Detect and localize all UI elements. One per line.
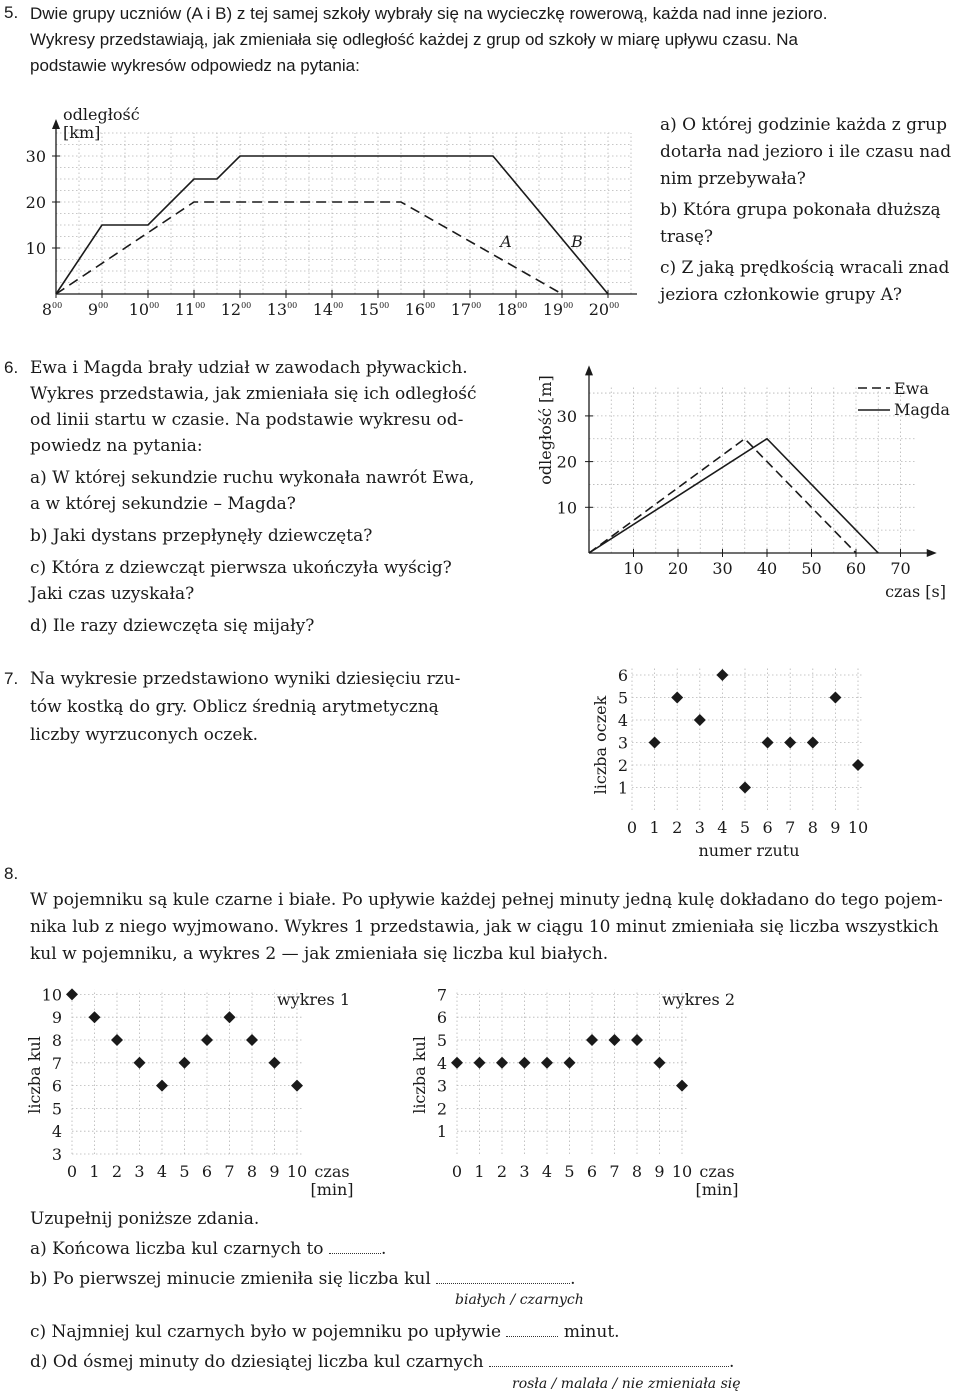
y-tick-label: 7 bbox=[51, 1053, 62, 1073]
x-tick-label: 2 bbox=[496, 1162, 508, 1181]
y-tick-label: 10 bbox=[25, 239, 46, 258]
x-tick-label bbox=[221, 300, 252, 319]
series-line-Magda bbox=[589, 439, 878, 553]
x-tick-label: 8 bbox=[631, 1162, 643, 1181]
problem-5-question-line-3: nim przebywała? bbox=[660, 169, 806, 189]
problem-8-number: 8. bbox=[4, 864, 19, 883]
x-tick-hour: 11 bbox=[174, 300, 196, 319]
x-tick-label bbox=[42, 300, 62, 319]
problem-6-text-line-6: a w której sekundzie – Magda? bbox=[30, 494, 296, 514]
series-label-B: B bbox=[571, 232, 583, 251]
x-tick-label: 6 bbox=[586, 1162, 598, 1181]
data-point bbox=[156, 1080, 168, 1092]
x-tick-label: 8 bbox=[246, 1162, 258, 1181]
problem-6-text-line-9: Jaki czas uzyskała? bbox=[30, 584, 195, 604]
x-tick-label bbox=[267, 300, 298, 319]
y-tick-label: 8 bbox=[51, 1031, 62, 1050]
distance-time-chart-trips bbox=[0, 92, 640, 332]
x-tick-minutes: 00 bbox=[379, 301, 390, 310]
y-axis-label: liczba oczek bbox=[591, 695, 610, 795]
x-tick-label bbox=[129, 300, 160, 319]
problem-8-prompt: Uzupełnij poniższe zdania. bbox=[30, 1209, 260, 1229]
sentence-a-text: a) Końcowa liczba kul czarnych to bbox=[30, 1239, 324, 1259]
x-tick-hour: 15 bbox=[358, 300, 380, 319]
series-label-A: A bbox=[500, 232, 512, 251]
x-tick-label: 10 bbox=[671, 1162, 693, 1181]
data-point bbox=[564, 1057, 576, 1069]
x-axis-unit: [min] bbox=[695, 1180, 739, 1199]
y-tick-label: 1 bbox=[436, 1122, 447, 1142]
y-axis-arrow bbox=[52, 119, 60, 129]
y-axis-unit: [km] bbox=[63, 123, 101, 142]
x-tick-label: 5 bbox=[739, 818, 751, 837]
problem-5-question-line-6: c) Z jaką prędkością wracali znad bbox=[660, 258, 950, 278]
data-point bbox=[246, 1034, 258, 1046]
problem-7-text-line-1: Na wykresie przedstawiono wyniki dziesięciu rzu- bbox=[30, 669, 461, 689]
data-point bbox=[224, 1011, 236, 1023]
x-tick-label: 9 bbox=[830, 818, 841, 837]
y-tick-label: 5 bbox=[436, 1031, 447, 1050]
data-point bbox=[541, 1057, 553, 1069]
answer-blank-b[interactable] bbox=[436, 1283, 570, 1284]
problem-8-sentence-d bbox=[30, 1349, 734, 1375]
x-tick-label bbox=[451, 300, 482, 319]
data-point bbox=[291, 1080, 303, 1092]
x-tick-minutes: 00 bbox=[195, 301, 206, 310]
x-tick-hour: 8 bbox=[41, 300, 52, 319]
problem-6-text-line-5: a) W której sekundzie ruchu wykonała nawrót Ewa, bbox=[30, 468, 475, 488]
data-point bbox=[716, 669, 728, 681]
x-tick-minutes: 00 bbox=[333, 301, 344, 310]
problem-6-text-line-3: od linii startu w czasie. Na podstawie wykresu od- bbox=[30, 410, 464, 430]
x-tick-label: 10 bbox=[286, 1162, 308, 1181]
x-tick-label: 70 bbox=[890, 559, 911, 578]
x-tick-minutes: 00 bbox=[98, 301, 109, 310]
sentence-b-period: . bbox=[570, 1269, 576, 1289]
x-tick-label: 8 bbox=[807, 818, 818, 837]
x-tick-minutes: 00 bbox=[609, 301, 620, 310]
y-tick-label: 5 bbox=[51, 1099, 62, 1119]
data-point bbox=[694, 714, 706, 726]
data-point bbox=[829, 692, 841, 704]
x-tick-hour: 14 bbox=[312, 300, 334, 319]
problem-8-sentence-c bbox=[30, 1319, 620, 1345]
problem-6-text-line-4: powiedz na pytania: bbox=[30, 436, 203, 456]
x-tick-label: 9 bbox=[654, 1162, 665, 1181]
x-tick-hour: 13 bbox=[266, 300, 288, 319]
y-axis-label: liczba kul bbox=[410, 1036, 429, 1114]
x-tick-label bbox=[359, 300, 390, 319]
answer-blank-a[interactable] bbox=[329, 1253, 381, 1254]
data-point bbox=[631, 1034, 643, 1046]
y-tick-label: 2 bbox=[617, 756, 628, 775]
problem-7-text-line-2: tów kostką do gry. Oblicz średnią arytmetyczną bbox=[30, 697, 439, 717]
data-point bbox=[201, 1034, 213, 1046]
x-axis-label: czas [s] bbox=[885, 582, 946, 601]
x-tick-label: 4 bbox=[156, 1162, 168, 1181]
x-tick-label: 3 bbox=[694, 818, 705, 837]
x-tick-label: 3 bbox=[519, 1162, 530, 1181]
answer-blank-d[interactable] bbox=[489, 1366, 729, 1367]
x-tick-label: 50 bbox=[801, 559, 822, 578]
data-point bbox=[111, 1034, 123, 1046]
x-tick-label: 2 bbox=[672, 818, 683, 837]
x-tick-hour: 16 bbox=[404, 300, 426, 319]
problem-6-number: 6. bbox=[4, 358, 19, 377]
x-tick-minutes: 00 bbox=[287, 301, 298, 310]
y-tick-label: 2 bbox=[436, 1099, 447, 1119]
problem-6-text-line-8: c) Która z dziewcząt pierwsza ukończyła wyścig? bbox=[30, 558, 452, 578]
chart-title: wykres 2 bbox=[661, 990, 735, 1009]
x-tick-label: 1 bbox=[649, 818, 660, 837]
x-tick-label: 30 bbox=[712, 559, 733, 578]
hint-d-options: rosła / malała / nie zmieniała się bbox=[512, 1376, 741, 1392]
y-tick-label: 3 bbox=[51, 1145, 62, 1164]
problem-5-intro-line-1: Dwie grupy uczniów (A i B) z tej samej szkoły wybrały się na wycieczkę rowerową, każda nad inne jezioro. bbox=[30, 4, 828, 23]
y-tick-label: 30 bbox=[25, 147, 46, 166]
data-point bbox=[649, 737, 661, 749]
sentence-d-period: . bbox=[729, 1352, 735, 1372]
x-tick-label: 40 bbox=[756, 559, 778, 578]
y-tick-label: 4 bbox=[617, 711, 628, 730]
x-tick-label bbox=[313, 300, 344, 319]
swimming-distance-chart bbox=[510, 360, 950, 620]
sentence-d-text: d) Od ósmej minuty do dziesiątej liczba kul czarnych bbox=[30, 1352, 484, 1372]
y-tick-label: 6 bbox=[51, 1076, 62, 1096]
sentence-c-text: c) Najmniej kul czarnych było w pojemniku po upływie bbox=[30, 1322, 502, 1342]
x-tick-minutes: 00 bbox=[425, 301, 436, 310]
x-tick-label bbox=[88, 300, 108, 319]
data-point bbox=[676, 1080, 688, 1092]
x-tick-minutes: 00 bbox=[149, 301, 160, 310]
x-tick-label: 7 bbox=[785, 818, 796, 837]
y-tick-label: 20 bbox=[556, 452, 577, 472]
x-tick-label: 2 bbox=[111, 1162, 123, 1181]
x-tick-minutes: 00 bbox=[471, 301, 482, 310]
x-axis-arrow bbox=[927, 549, 937, 557]
chart-title: wykres 1 bbox=[276, 990, 350, 1009]
hint-b-options: białych / czarnych bbox=[455, 1292, 584, 1308]
x-tick-hour: 10 bbox=[128, 300, 150, 319]
x-tick-label: 7 bbox=[224, 1162, 235, 1181]
problem-5-question-line-4: b) Która grupa pokonała dłuższą bbox=[660, 200, 941, 220]
x-tick-label: 5 bbox=[564, 1162, 575, 1181]
x-tick-hour: 9 bbox=[87, 300, 98, 319]
x-tick-label: 60 bbox=[845, 559, 867, 578]
x-tick-label: 0 bbox=[451, 1162, 463, 1181]
data-point bbox=[474, 1057, 486, 1069]
y-axis-label: odległość [m] bbox=[536, 375, 555, 485]
x-tick-minutes: 00 bbox=[517, 301, 528, 310]
x-tick-label: 10 bbox=[623, 559, 644, 578]
legend-label-ewa: Ewa bbox=[894, 379, 929, 398]
x-axis-label: czas bbox=[314, 1162, 350, 1181]
x-tick-label bbox=[543, 300, 574, 319]
data-point bbox=[739, 782, 751, 794]
y-tick-label: 7 bbox=[436, 985, 447, 1005]
x-tick-minutes: 00 bbox=[563, 301, 574, 310]
problem-5-intro-line-2: Wykresy przedstawiają, jak zmieniała się odległość każdej z grup od szkoły w miarę upływu czasu. Na bbox=[30, 30, 798, 49]
problem-7-text-line-3: liczby wyrzuconych oczek. bbox=[30, 725, 259, 745]
x-tick-label: 7 bbox=[609, 1162, 620, 1181]
data-point bbox=[66, 988, 78, 1000]
problem-8-intro-line-2: nika lub z niego wyjmowano. Wykres 1 przedstawia, jak w ciągu 10 minut zmieniała się liczba wszystkich bbox=[30, 917, 939, 937]
problem-6-text-line-10: d) Ile razy dziewczęta się mijały? bbox=[30, 616, 315, 636]
problem-5-question-line-5: trasę? bbox=[660, 227, 713, 247]
x-tick-hour: 19 bbox=[542, 300, 564, 319]
data-point bbox=[89, 1011, 101, 1023]
x-tick-label: 3 bbox=[134, 1162, 145, 1181]
problem-8-sentence-a bbox=[30, 1236, 386, 1262]
x-tick-label: 5 bbox=[179, 1162, 190, 1181]
x-tick-label bbox=[497, 300, 528, 319]
sentence-b-text: b) Po pierwszej minucie zmieniła się liczba kul bbox=[30, 1269, 431, 1289]
y-tick-label: 4 bbox=[51, 1122, 62, 1142]
x-tick-label: 1 bbox=[89, 1162, 100, 1181]
x-tick-label bbox=[175, 300, 206, 319]
problem-5-question-line-7: jeziora członkowie grupy A? bbox=[660, 285, 903, 305]
x-tick-label: 6 bbox=[201, 1162, 213, 1181]
data-point bbox=[496, 1057, 508, 1069]
x-axis-unit: [min] bbox=[310, 1180, 354, 1199]
y-tick-label: 3 bbox=[617, 733, 628, 753]
x-axis-label: numer rzutu bbox=[698, 841, 800, 860]
problem-5-intro-line-3: podstawie wykresów odpowiedz na pytania: bbox=[30, 56, 360, 75]
y-tick-label: 10 bbox=[41, 985, 62, 1005]
x-tick-label bbox=[589, 300, 620, 319]
y-axis-label: liczba kul bbox=[25, 1036, 44, 1114]
x-tick-label: 6 bbox=[762, 818, 773, 837]
y-tick-label: 6 bbox=[436, 1008, 447, 1028]
data-point bbox=[179, 1057, 191, 1069]
x-tick-label: 9 bbox=[269, 1162, 280, 1181]
x-tick-label: 4 bbox=[717, 818, 728, 837]
x-tick-label: 10 bbox=[847, 818, 869, 837]
x-tick-label: 20 bbox=[667, 559, 689, 578]
y-tick-label: 6 bbox=[617, 666, 628, 685]
data-point bbox=[784, 737, 796, 749]
problem-8-intro-line-1: W pojemniku są kule czarne i białe. Po upływie każdej pełnej minuty jedną kulę dokładano do tego pojem- bbox=[30, 890, 943, 910]
problem-5-question-line-2: dotarła nad jezioro i ile czasu nad bbox=[660, 142, 952, 162]
x-tick-label bbox=[405, 300, 436, 319]
problem-7-number: 7. bbox=[4, 669, 19, 688]
y-tick-label: 5 bbox=[617, 688, 628, 708]
data-point bbox=[671, 692, 683, 704]
y-tick-label: 3 bbox=[436, 1076, 447, 1096]
data-point bbox=[519, 1057, 531, 1069]
y-tick-label: 20 bbox=[25, 193, 46, 212]
x-tick-hour: 20 bbox=[588, 300, 610, 319]
sentence-a-period: . bbox=[380, 1239, 387, 1259]
data-point bbox=[762, 737, 774, 749]
data-point bbox=[852, 759, 864, 771]
legend-label-magda: Magda bbox=[894, 400, 950, 419]
data-point bbox=[269, 1057, 281, 1069]
y-axis-label: odległość bbox=[63, 105, 140, 124]
x-tick-label: 0 bbox=[66, 1162, 78, 1181]
data-point bbox=[609, 1034, 621, 1046]
y-tick-label: 1 bbox=[617, 778, 628, 798]
y-tick-label: 9 bbox=[51, 1008, 62, 1028]
x-tick-label: 0 bbox=[626, 818, 638, 837]
problem-6-text-line-7: b) Jaki dystans przepłynęły dziewczęta? bbox=[30, 526, 373, 546]
answer-blank-c[interactable] bbox=[506, 1336, 558, 1337]
problem-6-text-line-2: Wykres przedstawia, jak zmieniała się ich odległość bbox=[30, 384, 477, 404]
data-point bbox=[451, 1057, 463, 1069]
x-tick-hour: 12 bbox=[220, 300, 242, 319]
x-tick-label: 4 bbox=[541, 1162, 553, 1181]
x-axis-label: czas bbox=[699, 1162, 735, 1181]
y-tick-label: 10 bbox=[556, 498, 577, 518]
x-tick-hour: 17 bbox=[450, 300, 472, 319]
y-tick-label: 30 bbox=[556, 406, 577, 426]
problem-8-sentence-b bbox=[30, 1266, 576, 1292]
data-point bbox=[807, 737, 819, 749]
y-axis-arrow bbox=[585, 365, 593, 375]
x-tick-minutes: 00 bbox=[52, 301, 63, 310]
sentence-c-end: minut. bbox=[563, 1322, 620, 1342]
balls-total-chart bbox=[20, 985, 380, 1205]
problem-6-text-line-1: Ewa i Magda brały udział w zawodach pływackich. bbox=[30, 358, 468, 378]
white-balls-chart bbox=[405, 985, 765, 1205]
x-tick-label: 1 bbox=[474, 1162, 485, 1181]
data-point bbox=[654, 1057, 666, 1069]
data-point bbox=[134, 1057, 146, 1069]
data-point bbox=[586, 1034, 598, 1046]
dice-rolls-chart bbox=[585, 660, 905, 870]
problem-5-question-line-1: a) O której godzinie każda z grup bbox=[660, 115, 947, 135]
problem-5-number: 5. bbox=[4, 3, 19, 22]
y-tick-label: 4 bbox=[436, 1053, 447, 1073]
problem-8-intro-line-3: kul w pojemniku, a wykres 2 — jak zmieniała się liczba kul białych. bbox=[30, 944, 609, 964]
x-tick-hour: 18 bbox=[496, 300, 518, 319]
x-tick-minutes: 00 bbox=[241, 301, 252, 310]
